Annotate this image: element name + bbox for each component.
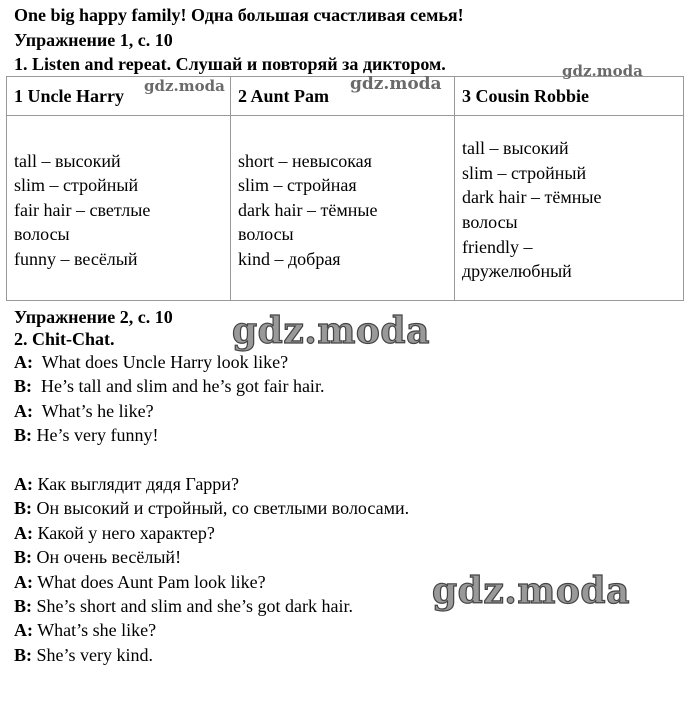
word-item: fair hair – светлые bbox=[14, 199, 151, 220]
watermark-large: gdz.moda bbox=[432, 570, 630, 612]
dialogue-line bbox=[14, 618, 409, 642]
line-text: Он очень весёлый! bbox=[36, 547, 182, 568]
line-text: What’s she like? bbox=[37, 620, 157, 641]
vocabulary-table bbox=[6, 76, 684, 301]
line-text: Он высокий и стройный, со светлыми волосами. bbox=[36, 498, 410, 519]
watermark-small: gdz.moda bbox=[562, 62, 643, 80]
speaker-label: A: bbox=[14, 352, 33, 372]
watermark-large: gdz.moda bbox=[232, 310, 430, 352]
speaker-label: B: bbox=[14, 644, 32, 665]
page-title: One big happy family! Одна большая счастливая семья! bbox=[14, 5, 464, 25]
table-header-row bbox=[7, 77, 684, 116]
table-row bbox=[7, 116, 684, 301]
dialogue bbox=[14, 350, 409, 667]
word-list-cell-cousin-robbie bbox=[455, 116, 684, 301]
word-item: dark hair – тёмные bbox=[462, 187, 602, 208]
line-text: He’s tall and slim and he’s got fair hair. bbox=[41, 376, 325, 397]
speaker-label: B: bbox=[14, 376, 32, 397]
word-list-cell-aunt-pam bbox=[231, 116, 455, 301]
exercise-1-heading: Упражнение 1, с. 10 bbox=[14, 30, 173, 50]
line-text: She’s very kind. bbox=[36, 644, 153, 665]
dialogue-line bbox=[14, 399, 409, 423]
speaker-label: A: bbox=[14, 571, 33, 592]
dialogue-line bbox=[14, 496, 409, 520]
speaker-label: B: bbox=[14, 596, 32, 617]
word-item: dark hair – тёмные bbox=[238, 199, 378, 220]
word-item: волосы bbox=[14, 224, 70, 245]
line-text: Как выглядит дядя Гарри? bbox=[37, 474, 239, 495]
column-header-cousin-robbie: 3 Cousin Robbie bbox=[455, 77, 684, 116]
speaker-label: A: bbox=[14, 522, 33, 543]
exercise-1-instruction: 1. Listen and repeat. Слушай и повторяй за диктором. bbox=[14, 54, 446, 74]
dialogue-line bbox=[14, 594, 409, 618]
line-text: She’s short and slim and she’s got dark hair. bbox=[36, 596, 353, 617]
word-item: slim – стройный bbox=[14, 175, 139, 196]
dialogue-spacer bbox=[14, 448, 409, 472]
word-item: tall – высокий bbox=[462, 138, 569, 159]
line-text: Какой у него характер? bbox=[37, 522, 215, 543]
column-header-aunt-pam: 2 Aunt Pam bbox=[231, 77, 455, 116]
exercise-2-subheading: 2. Chit-Chat. bbox=[14, 329, 115, 349]
watermark-small: gdz.moda bbox=[144, 77, 225, 95]
word-item: волосы bbox=[238, 224, 294, 245]
dialogue-line bbox=[14, 472, 409, 496]
speaker-label: A: bbox=[14, 474, 33, 495]
watermark-small: gdz.moda bbox=[350, 74, 442, 94]
dialogue-line bbox=[14, 350, 409, 374]
dialogue-line bbox=[14, 423, 409, 447]
dialogue-line bbox=[14, 374, 409, 398]
line-text: What’s he like? bbox=[41, 400, 154, 421]
exercise-2-section bbox=[14, 306, 409, 667]
word-item: slim – стройная bbox=[238, 175, 357, 196]
column-header-uncle-harry: 1 Uncle Harry bbox=[7, 77, 231, 116]
speaker-label: B: bbox=[14, 425, 32, 446]
speaker-label: A: bbox=[14, 400, 33, 421]
word-item: tall – высокий bbox=[14, 150, 121, 171]
word-item: short – невысокая bbox=[238, 150, 372, 171]
word-item: дружелюбный bbox=[462, 261, 572, 282]
word-item: kind – добрая bbox=[238, 248, 341, 269]
word-item: slim – стройный bbox=[462, 162, 587, 183]
speaker-label: B: bbox=[14, 498, 32, 519]
line-text: What does Aunt Pam look like? bbox=[37, 571, 266, 592]
dialogue-line bbox=[14, 643, 409, 667]
dialogue-line bbox=[14, 545, 409, 569]
word-list-cell-uncle-harry bbox=[7, 116, 231, 301]
word-item: волосы bbox=[462, 212, 518, 232]
dialogue-line bbox=[14, 570, 409, 594]
exercise-2-heading: Упражнение 2, с. 10 bbox=[14, 307, 173, 327]
word-item: friendly – bbox=[462, 236, 533, 257]
line-text: He’s very funny! bbox=[36, 425, 159, 446]
speaker-label: A: bbox=[14, 620, 33, 641]
line-text: What does Uncle Harry look like? bbox=[41, 352, 289, 372]
dialogue-line bbox=[14, 521, 409, 545]
speaker-label: B: bbox=[14, 547, 32, 568]
word-item: funny – весёлый bbox=[14, 248, 138, 269]
